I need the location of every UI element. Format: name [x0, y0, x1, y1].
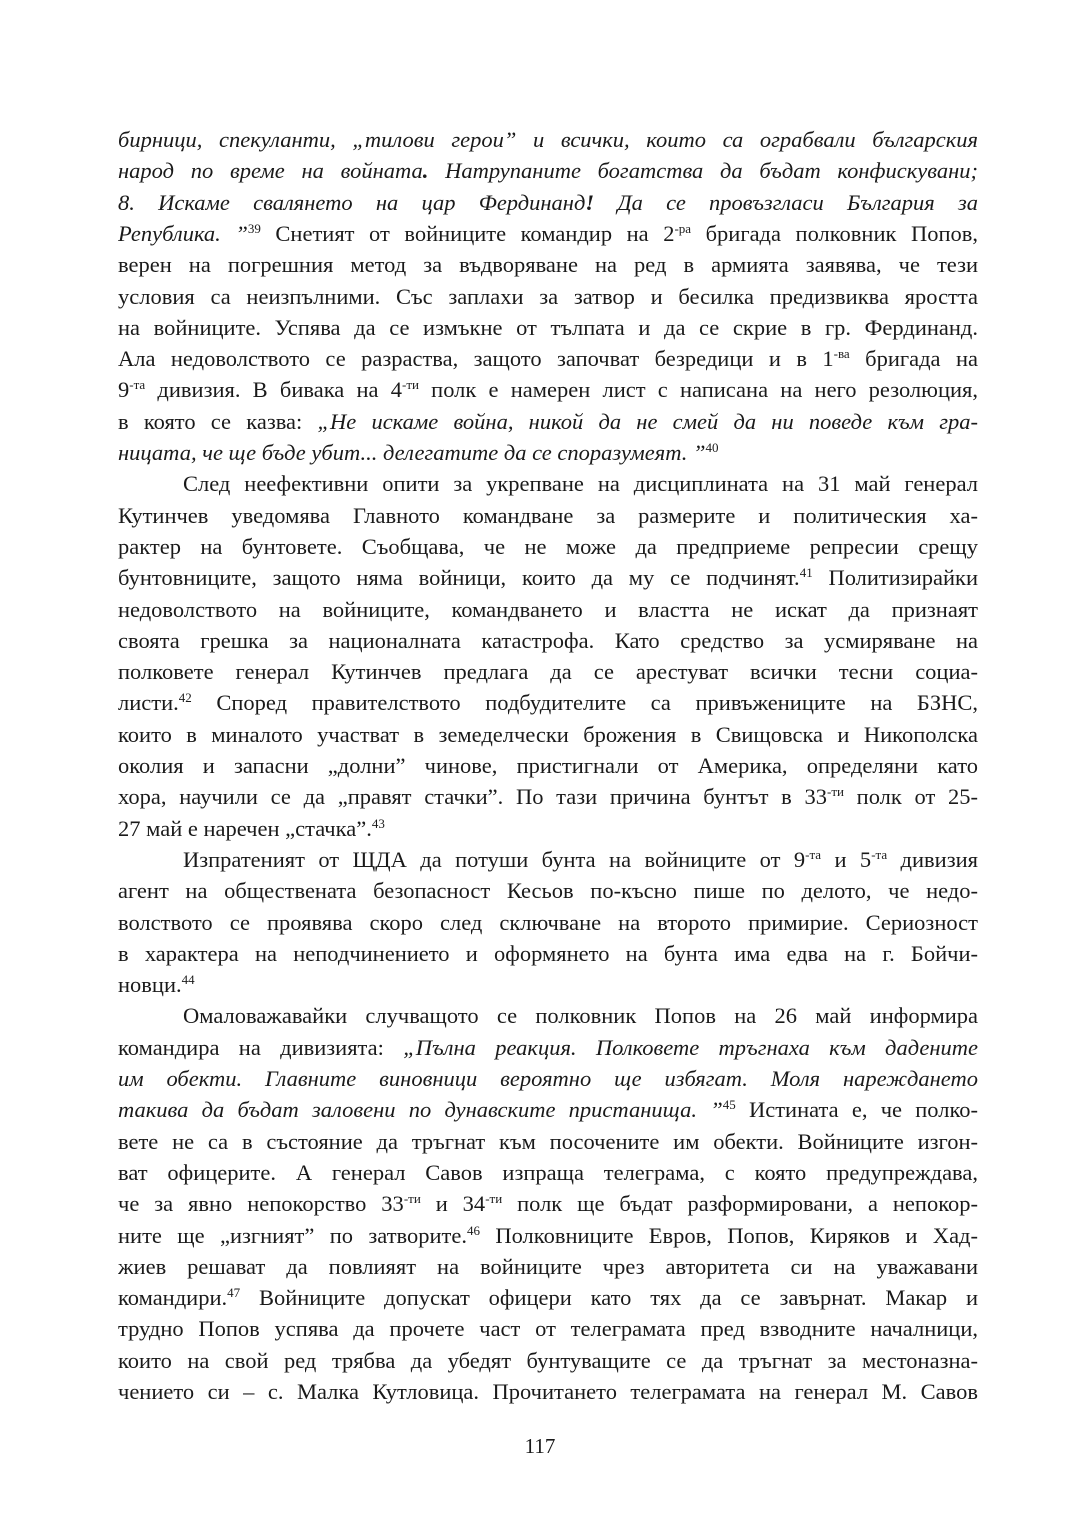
text-segment: жиев решават да повлияят на войниците чрез авторитета си на уважавани — [118, 1253, 978, 1279]
text-line — [118, 500, 978, 531]
text-line — [118, 1345, 978, 1376]
text-segment: рактер на бунтовете. Съобщава, че не може да предприеме репресии срещу — [118, 533, 978, 559]
text-segment: които в миналото участват в земеделчески брожения в Свищовска и Никополска — [118, 721, 978, 747]
text-line — [118, 312, 978, 343]
text-segment: агент на обществената безопасност Кесьов по-късно пише по делото, че недо- — [118, 878, 978, 904]
text-line — [118, 406, 978, 437]
text-segment: условия са неизпълними. Със заплахи за затвор и бесилка предизвиква яростта — [118, 283, 978, 309]
text-segment: народ по време на войната — [118, 158, 423, 184]
text-line — [118, 155, 978, 186]
text-segment: Изпратеният от ЩДА да потуши бунта на войниците от 9 — [183, 846, 806, 872]
text-segment: Политизирайки — [812, 565, 978, 591]
text-segment: Ала недоволството се разраства, защото започват безредици и в 1 — [118, 346, 834, 372]
text-line — [118, 1094, 978, 1125]
footnote-reference: 42 — [178, 690, 192, 706]
text-line — [118, 1220, 978, 1251]
footnote-reference: -ти — [403, 1191, 421, 1207]
text-line — [118, 1032, 978, 1063]
text-segment: такива да бъдат заловени по дунавските пристанища. ” — [118, 1097, 723, 1123]
text-segment: чението си – с. Малка Кутловица. Прочитането телеграмата на генерал М. Савов — [118, 1379, 978, 1404]
text-segment: Омаловажавайки случващото се полковник Попов на 26 май информира — [183, 1003, 978, 1029]
text-line — [118, 1313, 978, 1344]
footnote-reference: -ти — [827, 784, 844, 800]
text-segment: че за явно непокорство 33 — [118, 1191, 404, 1217]
text-line — [118, 1126, 978, 1157]
text-segment: . — [422, 158, 429, 184]
footnote-reference: -ти — [402, 377, 419, 393]
paragraph-first-line — [118, 844, 978, 875]
text-line — [118, 625, 978, 656]
text-line — [118, 969, 978, 1000]
footnote-reference: 46 — [466, 1222, 480, 1238]
footnote-reference: 43 — [371, 815, 385, 831]
text-segment: на войниците. Успява да се измъкне от тълпата и да се скрие в гр. Фердинанд. — [118, 314, 978, 340]
text-segment: командира на дивизията: — [118, 1034, 404, 1060]
text-segment: „Пълна реакция. Полковете тръгнаха към дадените — [403, 1034, 978, 1060]
text-line — [118, 531, 978, 562]
text-segment: 9 — [118, 377, 130, 403]
paragraph-first-line — [118, 1000, 978, 1031]
text-segment: дивизия. В бивака на 4 — [145, 377, 402, 403]
text-line — [118, 687, 978, 718]
text-segment: Полковниците Евров, Попов, Киряков и Хад- — [479, 1222, 978, 1248]
text-segment: волството се проявява скоро след сключване на второто примирие. Сериозност — [118, 909, 978, 935]
text-line — [118, 249, 978, 280]
text-segment: командири. — [118, 1285, 228, 1311]
text-segment: и 34 — [420, 1191, 486, 1217]
text-segment: новци. — [118, 972, 182, 998]
text-segment: Република. ” — [118, 220, 248, 246]
text-line — [118, 281, 978, 312]
text-segment: Натрупаните богатства да бъдат конфискувани; — [428, 158, 978, 184]
text-segment: Кутинчев уведомява Главното командване за размерите и политическия ха- — [118, 502, 978, 528]
text-segment: в характера на неподчинението и оформянето на бунта има едва на г. Бойчи- — [118, 940, 978, 966]
text-segment: околия и запасни „долни” чинове, пристигнали от Америка, определяни като — [118, 753, 978, 778]
footnote-reference: -ва — [833, 346, 850, 362]
footnote-reference: 45 — [722, 1097, 736, 1113]
text-segment: 27 май е наречен „стачка”. — [118, 815, 372, 841]
text-line — [118, 187, 978, 218]
text-line — [118, 124, 978, 155]
footnote-reference: -та — [871, 846, 888, 862]
text-line — [118, 938, 978, 969]
page-number: 117 — [524, 1434, 556, 1458]
text-segment: в която се казва: — [118, 408, 318, 434]
text-segment: листи. — [118, 690, 179, 716]
footnote-reference: -та — [805, 846, 822, 862]
footnote-reference: -та — [129, 377, 146, 393]
text-segment: верен на погрешния метод за въдворяване на ред в армията заявява, че тези — [118, 252, 978, 278]
text-line — [118, 218, 978, 249]
text-segment: които на свой ред трябва да убедят бунтуващите се да тръгнат за местоназна- — [118, 1347, 978, 1373]
text-segment: хора, научили се да „правят стачки”. По тази причина бунтът в 33 — [118, 784, 827, 810]
text-segment: След неефективни опити за укрепване на дисциплината на 31 май генерал — [183, 471, 978, 497]
text-line — [118, 1282, 978, 1313]
text-segment: ницата, че ще бъде убит... делегатите да се споразумеят. ” — [118, 440, 706, 465]
text-segment: „Не искаме война, никой да не смей да ни поведе към гра- — [317, 408, 978, 434]
text-segment: Истината е, че полко- — [735, 1097, 978, 1123]
footnote-reference: 47 — [227, 1285, 241, 1301]
text-segment: бригада на — [849, 346, 978, 372]
text-line — [118, 750, 978, 781]
text-line — [118, 374, 978, 405]
text-segment: трудно Попов успява да прочете част от телеграмата пред взводните началници, — [118, 1316, 978, 1342]
text-segment: ват офицерите. А генерал Савов изпраща телеграма, с която предупреждава, — [118, 1159, 978, 1185]
text-segment: им обекти. Главните виновници вероятно ще избягат. Моля нареждането — [118, 1066, 978, 1091]
text-line — [118, 781, 978, 812]
footnote-reference: 44 — [181, 972, 195, 988]
footnote-reference: 40 — [705, 440, 719, 455]
text-segment: 8. Искаме свалянето на цар Фердинанд — [118, 189, 586, 215]
text-segment: бунтовниците, защото няма войници, които да му се подчинят. — [118, 565, 800, 591]
text-segment: вете не са в състояние да тръгнат към посочените им обекти. Войниците изгон- — [118, 1128, 978, 1154]
footnote-reference: -ра — [674, 220, 692, 236]
text-line — [118, 1063, 978, 1094]
text-line — [118, 1376, 978, 1407]
text-segment: недоволството на войниците, командването и властта не искат да признаят — [118, 596, 978, 622]
text-segment: своята грешка за националната катастрофа. Като средство за усмиряване на — [118, 627, 978, 653]
text-segment: ! — [585, 189, 595, 215]
text-segment: бригада полковник Попов, — [691, 220, 978, 246]
text-line — [118, 875, 978, 906]
text-line — [118, 1188, 978, 1219]
paragraph-first-line — [118, 468, 978, 499]
text-segment: Войниците допускат офицери като тях да се завърнат. Макар и — [240, 1285, 978, 1311]
text-segment: ните ще „изгният” по затворите. — [118, 1222, 467, 1248]
text-segment: полк е намерен лист с написана на него резолюция, — [418, 377, 978, 403]
footnote-reference: 41 — [799, 565, 813, 581]
footnote-reference: -ти — [485, 1191, 503, 1207]
text-line — [118, 594, 978, 625]
text-line — [118, 813, 978, 844]
text-line — [118, 907, 978, 938]
text-segment: Да се провъзгласи България за — [594, 189, 978, 215]
text-line — [118, 437, 978, 468]
text-segment: полковете генерал Кутинчев предлага да се арестуват всички тесни социа- — [118, 659, 978, 685]
text-line — [118, 719, 978, 750]
text-segment: бирници, спекуланти, „тилови герои” и всички, които са ограбвали българския — [118, 127, 978, 152]
text-line — [118, 1157, 978, 1188]
text-segment: полк ще бъдат разформировани, а непокор- — [502, 1191, 978, 1217]
text-segment: Според правителството подбудителите са привъжениците на БЗНС, — [191, 690, 978, 716]
text-line — [118, 562, 978, 593]
text-segment: и 5 — [821, 846, 872, 872]
text-segment: Снетият от войниците командир на 2 — [260, 220, 675, 246]
text-segment: полк от 25- — [843, 784, 978, 810]
text-line — [118, 343, 978, 374]
footnote-reference: 39 — [247, 220, 261, 236]
text-line — [118, 1251, 978, 1282]
text-line — [118, 656, 978, 687]
text-segment: дивизия — [887, 846, 978, 872]
